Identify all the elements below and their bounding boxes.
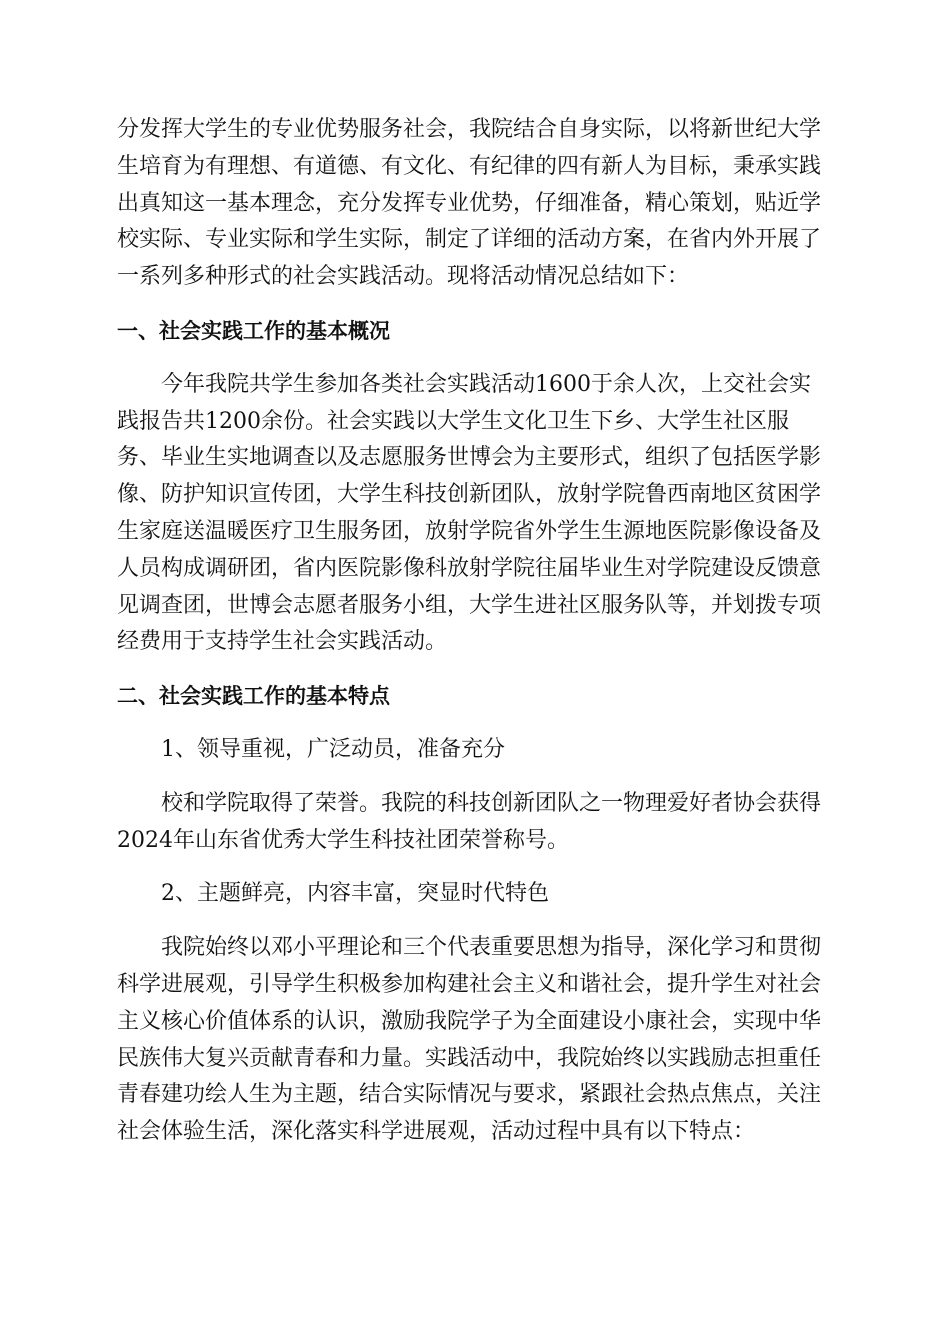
overview-paragraph <box>117 367 833 661</box>
text-line: 社会体验生活，深化落实科学进展观，活动过程中具有以下特点： <box>117 1119 756 1145</box>
text-line: 践报告共1200余份。社会实践以大学生文化卫生下乡、大学生社区服 <box>117 408 789 434</box>
text-line: 校和学院取得了荣誉。我院的科技创新团队之一物理爱好者协会获得 <box>161 790 822 816</box>
intro-paragraph <box>117 112 833 296</box>
section-heading-2: 二、社会实践工作的基本特点 <box>117 684 390 709</box>
text-line: 校实际、专业实际和学生实际，制定了详细的活动方案，在省内外开展了 <box>117 227 822 253</box>
theme-paragraph <box>117 930 833 1151</box>
text-line: 像、防护知识宣传团，大学生科技创新团队，放射学院鲁西南地区贫困学 <box>117 482 822 508</box>
subheading-2: 2、主题鲜亮，内容丰富，突显时代特色 <box>161 881 549 907</box>
text-line: 主义核心价值体系的认识，激励我院学子为全面建设小康社会，实现中华 <box>117 1008 822 1034</box>
section-heading-1: 一、社会实践工作的基本概况 <box>117 318 390 343</box>
document-page <box>117 112 833 1151</box>
text-line: 务、毕业生实地调查以及志愿服务世博会为主要形式，组织了包括医学影 <box>117 445 822 471</box>
text-line: 经费用于支持学生社会实践活动。 <box>117 629 448 655</box>
text-line: 2024年山东省优秀大学生科技社团荣誉称号。 <box>117 827 569 853</box>
text-line: 人员构成调研团，省内医院影像科放射学院往届毕业生对学院建设反馈意 <box>117 555 822 581</box>
text-line: 今年我院共学生参加各类社会实践活动1600于余人次，上交社会实 <box>161 371 811 397</box>
text-line: 我院始终以邓小平理论和三个代表重要思想为指导，深化学习和贯彻 <box>161 935 822 961</box>
text-line: 一系列多种形式的社会实践活动。现将活动情况总结如下： <box>117 264 690 290</box>
text-line: 生培育为有理想、有道德、有文化、有纪律的四有新人为目标，秉承实践 <box>117 153 822 179</box>
text-line: 科学进展观，引导学生积极参加构建社会主义和谐社会，提升学生对社会 <box>117 971 822 997</box>
subheading-1: 1、领导重视，广泛动员，准备充分 <box>161 736 505 762</box>
text-line: 青春建功绘人生为主题，结合实际情况与要求，紧跟社会热点焦点，关注 <box>117 1082 822 1108</box>
honor-paragraph <box>117 786 833 860</box>
text-line: 生家庭送温暖医疗卫生服务团，放射学院省外学生生源地医院影像设备及 <box>117 518 822 544</box>
text-line: 分发挥大学生的专业优势服务社会，我院结合自身实际，以将新世纪大学 <box>117 117 822 142</box>
text-line: 民族伟大复兴贡献青春和力量。实践活动中，我院始终以实践励志担重任 <box>117 1045 822 1071</box>
text-line: 见调查团，世博会志愿者服务小组，大学生进社区服务队等，并划拨专项 <box>117 592 822 618</box>
text-line: 出真知这一基本理念，充分发挥专业优势，仔细准备，精心策划，贴近学 <box>117 190 822 216</box>
